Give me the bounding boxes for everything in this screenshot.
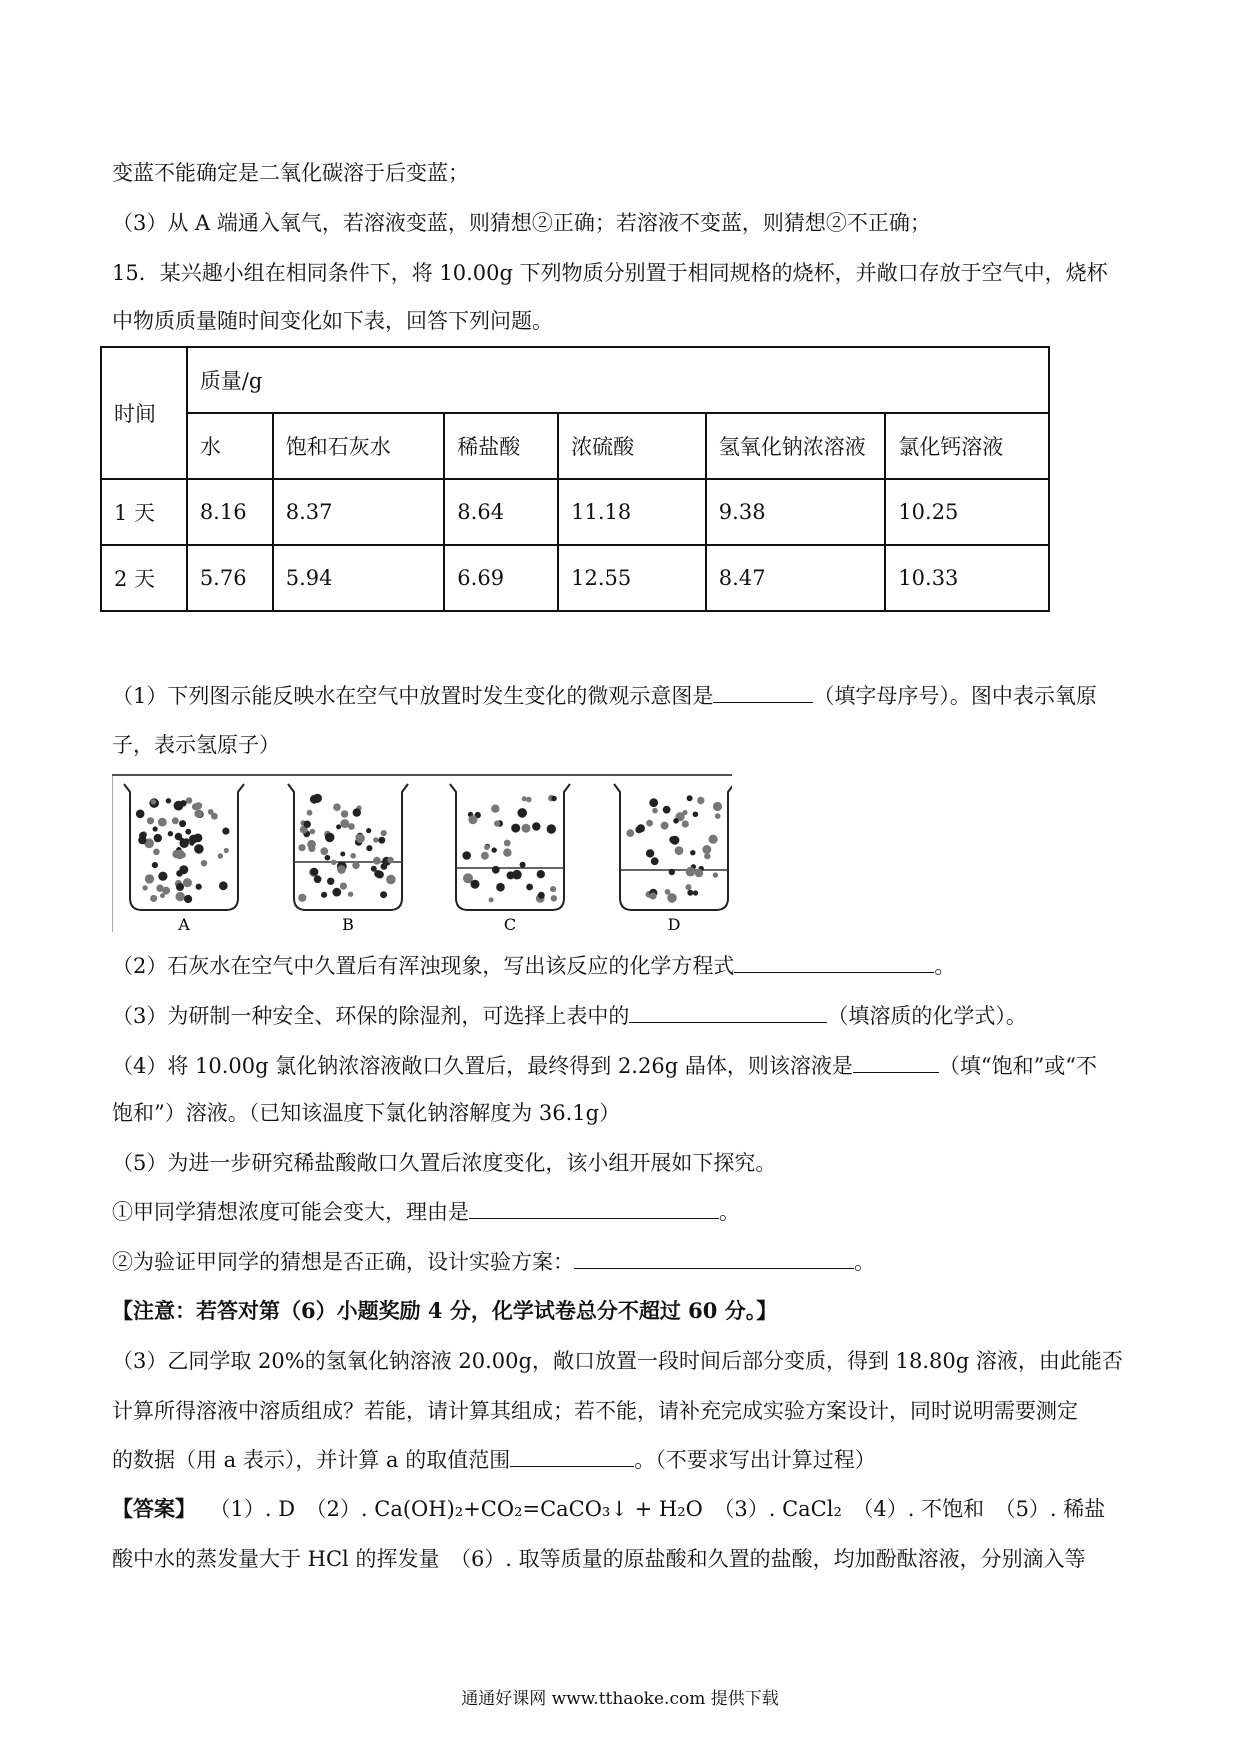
molecule-dot	[327, 878, 334, 885]
col-header: 浓硫酸	[558, 413, 706, 479]
molecule-dot	[504, 840, 511, 847]
molecule-dot	[709, 835, 718, 844]
molecule-dot	[166, 798, 171, 803]
molecule-dot	[153, 826, 158, 831]
text-line: （3）从 A 端通入氧气，若溶液变蓝，则猜想②正确；若溶液不变蓝，则猜想②不正确；	[112, 211, 931, 235]
molecule-dot	[381, 863, 388, 870]
molecule-dot	[381, 830, 387, 836]
molecule-dot	[179, 820, 186, 827]
molecule-dot	[333, 803, 341, 811]
molecule-dot	[145, 874, 154, 883]
molecule-dot	[310, 829, 316, 835]
question-3: （3）为研制一种安全、环保的除湿剂，可选择上表中的 （填溶质的化学式）。	[112, 1000, 1027, 1031]
molecule-dot	[194, 844, 204, 854]
molecule-dot	[332, 888, 341, 897]
mass-header: 质量/g	[187, 347, 1049, 413]
table-cell: 9.38	[706, 479, 886, 545]
molecule-dot	[331, 860, 336, 865]
col-header: 氢氧化钠浓溶液	[706, 413, 886, 479]
molecule-dot	[690, 850, 695, 855]
molecule-dot	[139, 832, 146, 839]
molecule-dot	[652, 808, 658, 814]
answer-blank[interactable]	[853, 1050, 939, 1073]
molecule-dot	[468, 815, 477, 824]
molecule-dot	[194, 834, 203, 843]
beaker-label: B	[342, 915, 354, 932]
beaker-figure	[112, 774, 732, 932]
answer-blank[interactable]	[574, 1246, 854, 1269]
table-cell: 8.16	[187, 479, 273, 545]
row-label: 1 天	[101, 479, 187, 545]
molecule-dot	[667, 893, 677, 903]
table-cell: 5.94	[273, 545, 445, 611]
beaker-outline	[288, 784, 408, 910]
table-cell: 8.37	[273, 479, 445, 545]
molecule-dot	[649, 798, 658, 807]
question-15-line1: 15．某兴趣小组在相同条件下，将 10.00g 下列物质分别置于相同规格的烧杯，并敞口存放于空气中，烧杯	[112, 261, 1108, 285]
molecule-dot	[189, 840, 194, 845]
answer-line2: 酸中水的蒸发量大于 HCl 的挥发量 （6）. 取等质量的原盐酸和久置的盐酸，均加酚酞溶液，分别滴入等	[112, 1547, 1086, 1571]
molecule-dot	[174, 801, 184, 811]
molecule-dot	[321, 892, 327, 898]
molecule-dot	[154, 834, 162, 842]
table-cell: 5.76	[187, 545, 273, 611]
molecule-dot	[211, 813, 218, 820]
molecule-dot	[373, 837, 378, 842]
beaker-outline	[614, 784, 732, 910]
molecule-dot	[380, 891, 387, 898]
molecule-dot	[142, 885, 147, 890]
molecule-dot	[186, 797, 193, 804]
molecule-dot	[489, 897, 494, 902]
molecule-dot	[646, 820, 653, 827]
molecule-dot	[218, 853, 223, 858]
molecule-dot	[522, 796, 527, 801]
molecule-dot	[687, 795, 693, 801]
answer-blank[interactable]	[629, 1000, 827, 1023]
molecule-dot	[484, 845, 489, 850]
bonus-note: 【注意：若答对第（6）小题奖励 4 分，化学试卷总分不超过 60 分。】	[112, 1298, 778, 1323]
molecule-dot	[637, 824, 645, 832]
question-5-a: ①甲同学猜想浓度可能会变大，理由是 。	[112, 1196, 740, 1227]
molecule-dot	[320, 847, 328, 855]
molecule-dot	[551, 895, 557, 901]
col-header: 稀盐酸	[444, 413, 558, 479]
question-5-b: ②为验证甲同学的猜想是否正确，设计实验方案： 。	[112, 1246, 875, 1277]
molecule-dot	[626, 829, 634, 837]
molecule-dot	[471, 880, 480, 889]
molecule-dot	[224, 848, 229, 853]
question-6-line3: 的数据（用 a 表示），并计算 a 的取值范围 。（不要求写出计算过程）	[112, 1444, 876, 1475]
molecule-dot	[298, 894, 306, 902]
mass-table	[100, 346, 1050, 612]
molecule-dot	[341, 810, 348, 817]
molecule-dot	[176, 892, 185, 901]
col-header: 氯化钙溶液	[885, 413, 1049, 479]
table-cell: 8.47	[706, 545, 886, 611]
table-cell: 10.25	[885, 479, 1049, 545]
molecule-dot	[179, 865, 188, 874]
molecule-dot	[492, 847, 497, 852]
molecule-dot	[715, 813, 721, 819]
molecule-dot	[184, 895, 192, 903]
table-row	[101, 545, 1049, 611]
answer-blank[interactable]	[713, 680, 813, 703]
molecule-dot	[661, 822, 669, 830]
molecule-dot	[491, 805, 499, 813]
molecule-dot	[353, 808, 361, 816]
molecule-dot	[687, 890, 693, 896]
molecule-dot	[162, 887, 170, 895]
molecule-dot	[310, 868, 318, 876]
answer-blank[interactable]	[510, 1444, 634, 1467]
molecule-dot	[151, 799, 156, 804]
molecule-dot	[350, 853, 356, 859]
molecule-dot	[336, 824, 341, 829]
molecule-dot	[663, 806, 671, 814]
molecule-dot	[183, 878, 192, 887]
table-cell: 8.64	[444, 479, 558, 545]
molecule-dot	[649, 892, 656, 899]
molecule-dot	[175, 850, 185, 860]
molecule-dot	[325, 833, 335, 843]
molecule-dot	[185, 829, 191, 835]
question-1-line2: 子，表示氢原子）	[112, 733, 280, 757]
molecule-dot	[673, 818, 679, 824]
molecule-dot	[352, 862, 359, 869]
molecule-dot	[702, 845, 711, 854]
answer-label: 【答案】	[112, 1496, 196, 1521]
molecule-dot	[517, 808, 527, 818]
row-label: 2 天	[101, 545, 187, 611]
molecule-dot	[532, 822, 540, 830]
molecule-dot	[180, 839, 189, 848]
molecule-dot	[310, 795, 319, 804]
molecule-dot	[697, 797, 704, 804]
molecule-dot	[172, 817, 179, 824]
molecule-dot	[651, 857, 659, 865]
molecule-dot	[168, 831, 173, 836]
table-row	[101, 479, 1049, 545]
molecule-dot	[481, 852, 489, 860]
molecule-dot	[669, 869, 675, 875]
molecule-dot	[378, 837, 385, 844]
molecule-dot	[314, 875, 322, 883]
molecule-dot	[713, 872, 718, 877]
molecule-dot	[376, 871, 384, 879]
molecule-dot	[196, 884, 202, 890]
molecule-dot	[695, 869, 703, 877]
molecule-dot	[201, 860, 207, 866]
question-6-line1: （3）乙同学取 20%的氢氧化钠溶液 20.00g，敞口放置一段时间后部分变质，得到 18.80g 溶液，由此能否	[112, 1349, 1123, 1373]
molecule-dot	[682, 810, 687, 815]
question-2: （2）石灰水在空气中久置后有浑浊现象，写出该反应的化学方程式 。	[112, 950, 955, 981]
molecule-dot	[366, 845, 372, 851]
molecule-dot	[356, 834, 365, 843]
time-header: 时间	[101, 347, 187, 479]
col-header: 水	[187, 413, 273, 479]
table-cell: 6.69	[444, 545, 558, 611]
molecule-dot	[675, 846, 684, 855]
molecule-dot	[337, 865, 346, 874]
question-4-line1: （4）将 10.00g 氯化钠浓溶液敞口久置后，最终得到 2.26g 晶体，则该溶液是 （填“饱和”或“不	[112, 1050, 1097, 1081]
molecule-dot	[158, 872, 167, 881]
answer-blank[interactable]	[734, 950, 934, 973]
molecule-dot	[547, 824, 556, 833]
molecule-dot	[150, 895, 157, 902]
molecule-dot	[526, 797, 532, 803]
question-15-line2: 中物质质量随时间变化如下表，回答下列问题。	[112, 309, 553, 333]
molecule-dot	[325, 855, 331, 861]
molecule-dot	[686, 867, 696, 877]
molecule-dot	[219, 881, 228, 890]
text-line: 变蓝不能确定是二氧化碳溶于后变蓝；	[112, 161, 469, 185]
molecule-dot	[373, 857, 381, 865]
molecule-dot	[503, 848, 511, 856]
molecule-dot	[307, 840, 316, 849]
molecule-dot	[522, 824, 531, 833]
beaker-label: A	[178, 915, 190, 932]
molecule-dot	[192, 803, 199, 810]
molecule-dot	[222, 828, 229, 835]
molecule-dot	[153, 849, 160, 856]
table-cell: 10.33	[885, 545, 1049, 611]
molecule-dot	[194, 810, 202, 818]
molecule-dot	[176, 883, 184, 891]
molecule-dot	[693, 812, 699, 818]
molecule-dot	[136, 810, 145, 819]
page-footer: 通通好课网 www.tthaoke.com 提供下载	[461, 1689, 779, 1709]
question-1-line1: （1）下列图示能反映水在空气中放置时发生变化的微观示意图是 （填字母序号）。图中表示氧原	[112, 680, 1097, 711]
molecule-dot	[494, 821, 500, 827]
beaker-label: D	[667, 915, 681, 932]
molecule-dot	[340, 852, 345, 857]
molecule-dot	[537, 870, 545, 878]
molecule-dot	[526, 884, 533, 891]
molecule-dot	[693, 890, 698, 895]
molecule-dot	[682, 820, 689, 827]
molecule-dot	[340, 883, 347, 890]
answer-line1: 【答案】 （1）. D （2）. Ca(OH)₂+CO₂=CaCO₃↓ + H₂O （3）. CaCl₂ （4）. 不饱和 （5）. 稀盐	[112, 1496, 1106, 1521]
molecule-dot	[713, 802, 722, 811]
molecule-dot	[669, 836, 676, 843]
question-4-line2: 饱和”）溶液。（已知该温度下氯化钠溶解度为 36.1g）	[112, 1101, 621, 1125]
molecule-dot	[496, 883, 505, 892]
table-cell: 11.18	[558, 479, 706, 545]
molecule-dot	[538, 892, 545, 899]
molecule-dot	[550, 886, 556, 892]
molecule-dot	[511, 824, 520, 833]
answer-blank[interactable]	[469, 1196, 719, 1219]
molecule-dot	[147, 817, 154, 824]
molecule-dot	[492, 866, 500, 874]
molecule-dot	[646, 849, 654, 857]
molecule-dot	[520, 862, 526, 868]
question-5: （5）为进一步研究稀盐酸敞口久置后浓度变化，该小组开展如下探究。	[112, 1151, 777, 1175]
molecule-dot	[371, 866, 377, 872]
molecule-dot	[512, 870, 522, 880]
molecule-dot	[152, 862, 158, 868]
table-cell: 12.55	[558, 545, 706, 611]
molecule-dot	[386, 875, 396, 885]
molecule-dot	[462, 851, 471, 860]
molecule-dot	[387, 857, 394, 864]
molecule-dot	[348, 892, 353, 897]
molecule-dot	[551, 796, 556, 801]
molecule-dot	[158, 818, 167, 827]
molecule-dot	[307, 810, 313, 816]
molecule-dot	[686, 884, 692, 890]
molecule-dot	[304, 821, 311, 828]
question-6-line2: 计算所得溶液中溶质组成？若能，请计算其组成；若不能，请补充完成实验方案设计，同时说明需要测定	[112, 1399, 1078, 1423]
col-header: 饱和石灰水	[273, 413, 445, 479]
beaker-label: C	[503, 915, 517, 932]
molecule-dot	[340, 819, 349, 828]
molecule-dot	[366, 828, 371, 833]
molecule-dot	[298, 844, 305, 851]
molecule-dot	[175, 833, 183, 841]
